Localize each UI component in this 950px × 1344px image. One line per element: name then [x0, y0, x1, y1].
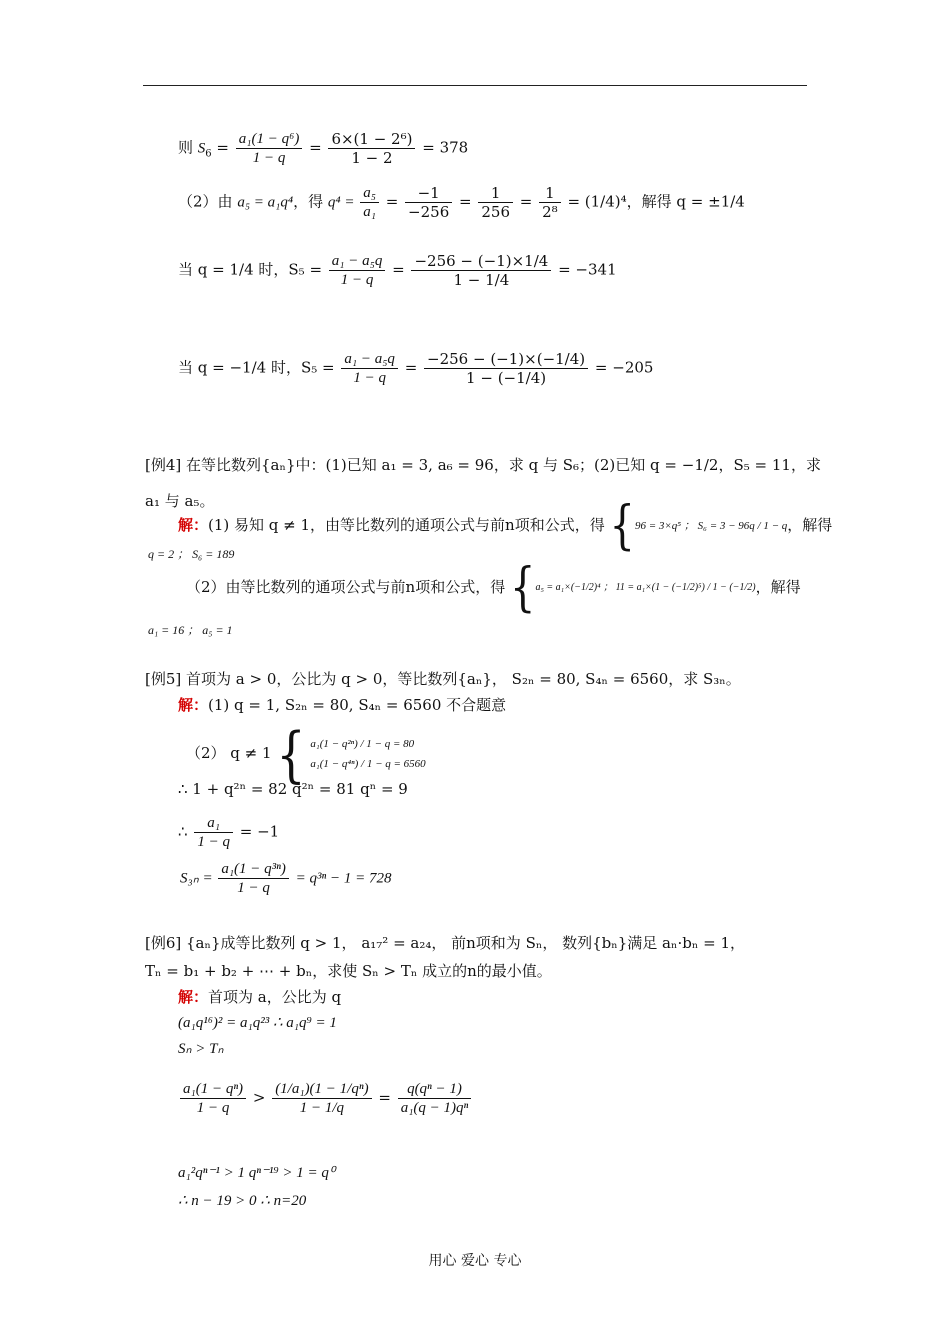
brace: {: [276, 718, 306, 790]
result: = −205: [594, 358, 654, 377]
header-rule: [143, 85, 807, 86]
result: = −341: [558, 260, 617, 279]
eq-s5-positive-line: [178, 252, 617, 289]
fraction: [218, 860, 289, 897]
result: = 378: [422, 138, 469, 157]
brace: {: [510, 558, 536, 618]
equals: =: [211, 138, 234, 157]
example6-statement: [例6] {aₙ}成等比数列 q > 1， a₁₇² = a₂₄， 前n项和为 Sₙ， 数列{bₙ}满足 aₙ·bₙ = 1，: [145, 934, 745, 952]
result: = q³ⁿ − 1 = 728: [295, 870, 392, 887]
equation-system: 96 = 3×q⁵ ； S₆ = 3 − 96q / 1 − q: [634, 520, 788, 532]
example5-step-5: [180, 860, 392, 897]
text: 时，S₅ =: [253, 260, 327, 279]
numerator: a₁ − a₅q: [341, 350, 398, 369]
denominator: 1 − q: [196, 1100, 230, 1116]
equation-system: a₁ = 16 ； a₅ = 1: [148, 623, 233, 637]
text: 当 q =: [178, 260, 230, 279]
text: 首项为 a，公比为 q: [208, 988, 342, 1006]
math: a₅ = a₁q⁴: [237, 194, 294, 211]
fraction-inline: 1/4: [229, 260, 254, 279]
text: ，解得: [787, 516, 833, 534]
example4-statement: [例4] 在等比数列{aₙ}中：(1)已知 a₁ = 3, a₆ = 96，求 q 与 S₆；(2)已知 q = −1/2，S₅ = 11，求: [145, 456, 821, 474]
text: (1) q = 1, S₂ₙ = 80, S₄ₙ = 6560 不合题意: [208, 696, 507, 714]
example5-step-3: ∴ 1 + q²ⁿ = 82 q²ⁿ = 81 qⁿ = 9: [178, 780, 408, 798]
fraction: [328, 130, 415, 167]
text: 当 q = −: [178, 358, 243, 377]
numerator: 6×(1 − 2⁶): [328, 130, 415, 149]
solution-label: 解：: [178, 988, 209, 1006]
numerator: 1: [478, 184, 513, 203]
equation: a₁(1 − q⁴ⁿ) / 1 − q = 6560: [310, 758, 426, 770]
numerator: 1: [539, 184, 561, 203]
example5-step-4: [178, 814, 279, 851]
example5-solution-1: [178, 696, 506, 714]
text: ，解得: [755, 578, 801, 596]
denominator: a₁: [363, 204, 376, 220]
fraction: [360, 184, 379, 221]
fraction: [424, 350, 588, 387]
equals: =: [387, 260, 410, 279]
fraction: [194, 814, 233, 851]
denominator: 1 − 1/4: [453, 271, 510, 289]
fraction: [329, 252, 386, 289]
text: = (1/4)⁴，解得 q = ±1/4: [567, 192, 745, 211]
brace: {: [609, 496, 635, 556]
numerator: (1/a₁)(1 − 1/qⁿ): [272, 1080, 371, 1099]
equation-system: a₅ = a₁×(−1/2)⁴ ； 11 = a₁×(1 − (−1/2)⁵) / 1 − (−1/2): [535, 582, 756, 593]
example4-solution-2: [186, 558, 801, 618]
denominator: a₁(q − 1)qⁿ: [400, 1100, 469, 1116]
math: q⁴ =: [327, 194, 359, 211]
fraction: [405, 184, 452, 221]
numerator: q(qⁿ − 1): [398, 1080, 472, 1099]
equals: =: [515, 192, 538, 211]
denominator: 1 − q: [340, 272, 374, 288]
fraction: [539, 184, 561, 221]
text: 则: [178, 138, 198, 157]
lhs: S₃ₙ =: [180, 870, 217, 887]
text: ，得: [293, 192, 328, 211]
fraction: [478, 184, 513, 221]
example4-solution-1: [178, 496, 833, 556]
denominator: 1 − q: [197, 834, 230, 850]
numerator: a₁(1 − q⁶): [236, 130, 303, 149]
therefore: ∴: [178, 822, 188, 841]
denominator: 1 − q: [353, 370, 386, 386]
equation-system: [310, 738, 425, 770]
numerator: a₁ − a₅q: [329, 252, 386, 271]
fraction: [341, 350, 398, 387]
fraction: [180, 1080, 246, 1117]
fraction-inline: 1/4: [242, 358, 267, 377]
numerator: a₅: [360, 184, 379, 203]
subscript: 6: [205, 148, 212, 160]
numerator: −256 − (−1)×(−1/4): [424, 350, 588, 369]
operator: >: [252, 1088, 271, 1107]
denominator: 2⁸: [542, 203, 558, 221]
text: （2）由等比数列的通项公式与前n项和公式，得: [186, 578, 506, 596]
numerator: a₁(1 − qⁿ): [180, 1080, 246, 1099]
denominator: 1 − q: [252, 150, 286, 166]
fraction: [411, 252, 551, 289]
example6-statement-cont: Tₙ = b₁ + b₂ + ⋯ + bₙ，求使 Sₙ > Tₙ 成立的n的最小值。: [145, 962, 552, 980]
denominator: 1 − (−1/4): [466, 369, 547, 387]
denominator: 1 − 2: [351, 149, 393, 167]
example6-step-4: [178, 1080, 473, 1117]
numerator: −256 − (−1)×1/4: [411, 252, 551, 271]
equals: =: [454, 192, 477, 211]
denominator: 1 − q: [237, 880, 270, 896]
numerator: a₁: [194, 814, 233, 833]
example6-solution-1: [178, 988, 341, 1006]
solution-label: 解：: [178, 516, 209, 534]
solution-label: 解：: [178, 696, 209, 714]
text: 时，S₅ =: [266, 358, 340, 377]
example4-statement-cont: a₁ 与 a₅。: [145, 492, 215, 510]
var: S: [197, 140, 206, 157]
fraction: [272, 1080, 371, 1117]
equals: =: [309, 138, 327, 157]
equals: =: [399, 358, 423, 377]
example6-step-3: Sₙ > Tₙ: [178, 1041, 224, 1057]
eq-q4-line: [178, 184, 745, 221]
page-footer: 用心 爱心 专心: [428, 1253, 522, 1269]
example5-statement: [例5] 首项为 a > 0，公比为 q > 0，等比数列{aₙ}， S₂ₙ = 80, S₄ₙ = 6560，求 S₃ₙ。: [145, 670, 741, 688]
example6-step-5: a₁²qⁿ⁻¹ > 1 qⁿ⁻¹⁹ > 1 = q⁰: [178, 1165, 335, 1181]
equals: =: [378, 1088, 396, 1107]
eq-s5-negative-line: [178, 350, 653, 387]
example6-step-6: ∴ n − 19 > 0 ∴ n=20: [178, 1193, 307, 1209]
numerator: −1: [405, 184, 452, 203]
example6-step-2: (a₁q¹⁶)² = a₁q²³ ∴ a₁q⁹ = 1: [178, 1015, 337, 1031]
numerator: a₁(1 − q³ⁿ): [218, 860, 289, 879]
example4-result-2: [148, 620, 233, 638]
result: = −1: [239, 822, 280, 841]
denominator: 256: [481, 203, 510, 221]
equation-system: q = 2 ； S₆ = 189: [148, 547, 235, 561]
text: (1) 易知 q ≠ 1，由等比数列的通项公式与前n项和公式，得: [208, 516, 605, 534]
eq-s6-line: [178, 130, 468, 167]
equation: a₁(1 − q²ⁿ) / 1 − q = 80: [310, 738, 415, 750]
fraction: [236, 130, 303, 167]
equals: =: [380, 192, 404, 211]
text: （2）由: [178, 192, 238, 211]
text: （2） q ≠ 1: [186, 744, 272, 762]
fraction: [398, 1080, 472, 1117]
example4-result-1: [148, 544, 234, 562]
denominator: −256: [408, 203, 450, 221]
denominator: 1 − 1/q: [299, 1100, 345, 1116]
